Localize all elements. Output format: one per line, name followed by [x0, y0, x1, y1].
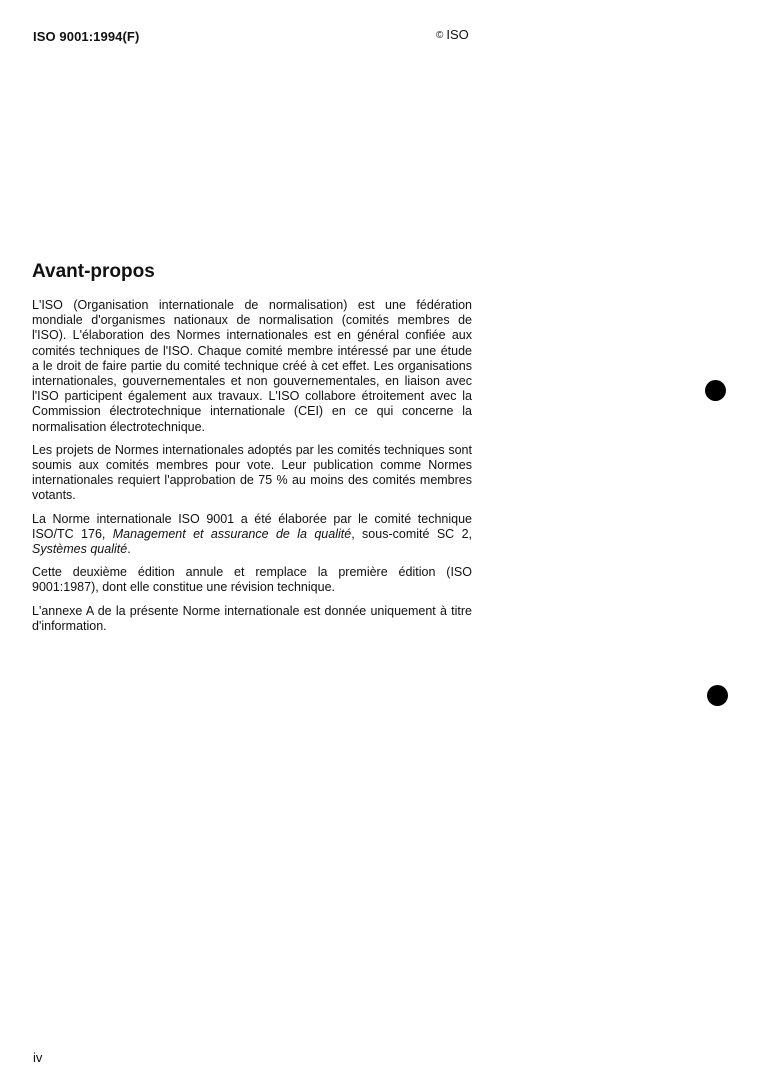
committee-title: Management et assurance de la qualité: [112, 526, 352, 541]
section-title: Avant-propos: [32, 261, 155, 282]
foreword-body: [32, 298, 472, 642]
subcommittee-title: Systèmes qualité: [32, 542, 128, 557]
preparation-text-1: La Norme internationale ISO 9001 a été élaborée par le comité technique ISO/TC 176,: [32, 511, 472, 541]
paragraph-edition: Cette deuxième édition annule et remplace la première édition (ISO 9001:1987), dont elle constitue une révision technique.: [32, 565, 472, 595]
copyright-owner: ISO: [446, 27, 469, 42]
paragraph-iso-organisation: L'ISO (Organisation internationale de normalisation) est une fédération mondiale d'organismes nationaux de normalisation (comités membres de l'ISO). L'élaboration des Normes internationales est en général confiée aux comités techniques de l'ISO. Chaque comité membre intéressé par une étude a le droit de faire partie du comité technique créé à cet effet. Les organisations internationales, gouvernementales et non gouvernementales, en liaison avec l'ISO participent également aux travaux. L'ISO collabore étroitement avec la Commission électrotechnique internationale (CEI) en ce qui concerne la normalisation électrotechnique.: [32, 298, 472, 434]
margin-dot-icon: [705, 380, 726, 401]
preparation-text-2: , sous-comité SC 2,: [351, 526, 472, 541]
page-number: iv: [33, 1050, 43, 1065]
preparation-text-3: .: [127, 542, 131, 557]
margin-dot-icon: [707, 685, 728, 706]
paragraph-draft-standards: Les projets de Normes internationales adoptés par les comités techniques sont soumis aux comités membres pour vote. Leur publication comme Normes internationales requiert l'approbation de 75 % au moins des comités membres votants.: [32, 442, 472, 503]
paragraph-annex: L'annexe A de la présente Norme internationale est donnée uniquement à titre d'information.: [32, 603, 472, 633]
copyright-icon: ©: [436, 30, 444, 41]
standard-id: ISO 9001:1994(F): [33, 29, 140, 44]
paragraph-preparation: [32, 512, 472, 558]
copyright-notice: [436, 27, 469, 42]
